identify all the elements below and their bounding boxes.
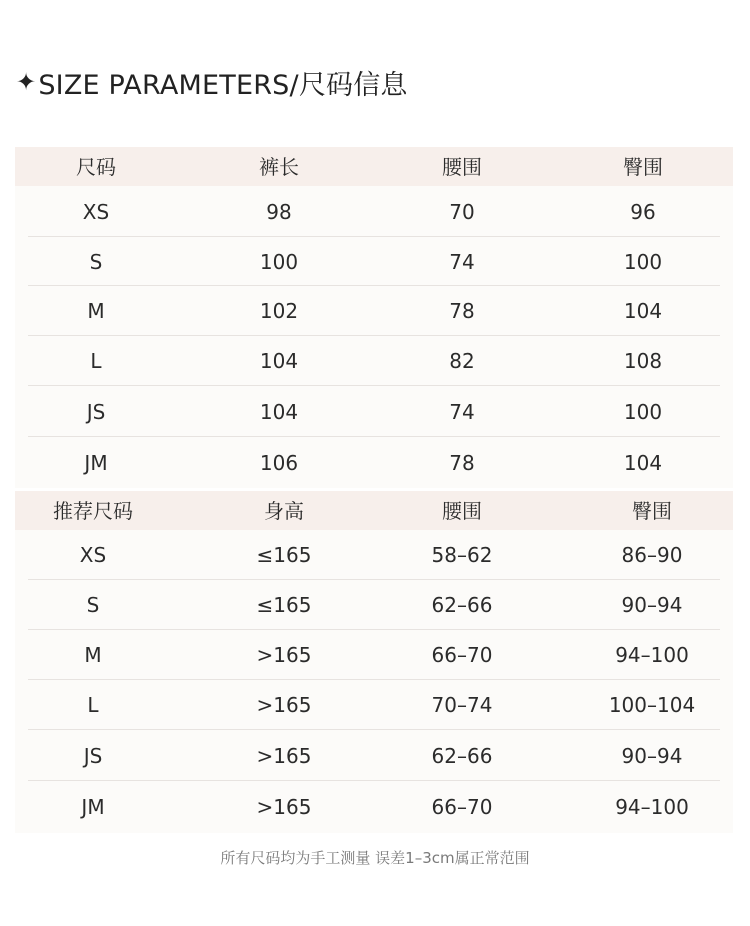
table-cell: >165 [256,693,312,717]
table-row [15,680,733,730]
table-row [15,186,733,237]
table-row [15,437,733,488]
table-cell: >165 [256,743,312,768]
table-cell: 70 [449,199,475,224]
table-cell: 100 [623,399,663,424]
table-cell: ≤165 [256,543,312,567]
table-cell: 108 [623,349,663,373]
table-cell: 86–90 [621,543,683,567]
table-cell: 82 [449,349,475,373]
table-cell: 100–104 [608,693,696,717]
table-cell: 96 [630,199,656,224]
header-cell: 裤长 [259,154,299,179]
table-row [15,630,733,680]
table-cell: 98 [266,199,292,224]
table-cell: XS [82,199,110,224]
table-row [15,580,733,630]
table-row [15,336,733,386]
header-cell: 腰围 [442,154,482,179]
table-cell: 74 [449,399,475,424]
table-cell: S [89,249,103,274]
table-row [15,781,733,833]
table-cell: 62–66 [431,743,493,768]
table-row [15,237,733,286]
table-row [15,730,733,781]
table-cell: 100 [623,249,663,274]
table-cell: 104 [623,299,663,323]
table-cell: M [87,299,105,323]
table-cell: 104 [259,399,299,424]
table-cell: >165 [256,643,312,667]
table-cell: L [90,349,102,373]
table-cell: 58–62 [431,543,493,567]
table-cell: 70–74 [431,693,493,717]
size-recommendation-table [15,491,733,833]
table-cell: 90–94 [621,743,683,768]
recommend-table-header [15,491,733,530]
table-cell: 102 [259,299,299,323]
four-point-star-icon: ✦ [16,68,37,96]
table-cell: 66–70 [431,643,493,667]
header-cell: 臀围 [632,498,672,523]
table-cell: JM [84,450,108,475]
header-cell: 尺码 [76,154,116,179]
page-title [16,62,408,102]
table-cell: M [84,643,102,667]
table-cell: >165 [256,795,312,819]
table-cell: 94–100 [615,643,689,667]
table-cell: XS [79,543,107,567]
table-cell: 90–94 [621,593,683,617]
size-parameters-table [15,147,733,488]
table-cell: L [87,693,99,717]
table-cell: 74 [449,249,475,274]
table-row [15,530,733,580]
page-title-text: SIZE PARAMETERS/尺码信息 [38,69,408,101]
table-cell: ≤165 [256,593,312,617]
table-cell: 62–66 [431,593,493,617]
table-cell: 104 [623,450,663,475]
table-cell: JM [81,795,105,819]
header-cell: 臀围 [623,154,663,179]
table-cell: 94–100 [615,795,689,819]
table-cell: 78 [449,450,475,475]
header-cell: 推荐尺码 [53,498,133,523]
table-row [15,286,733,336]
table-cell: 78 [449,299,475,323]
measurement-footnote: 所有尺码均为手工测量 误差1–3cm属正常范围 [220,849,530,867]
table-cell: 106 [259,450,299,475]
table-cell: S [86,593,100,617]
table-row [15,386,733,437]
size-table-header [15,147,733,186]
table-cell: JS [86,399,106,424]
table-cell: JS [83,743,103,768]
header-cell: 腰围 [442,498,482,523]
table-cell: 100 [259,249,299,274]
table-cell: 104 [259,349,299,373]
header-cell: 身高 [264,498,304,523]
table-cell: 66–70 [431,795,493,819]
